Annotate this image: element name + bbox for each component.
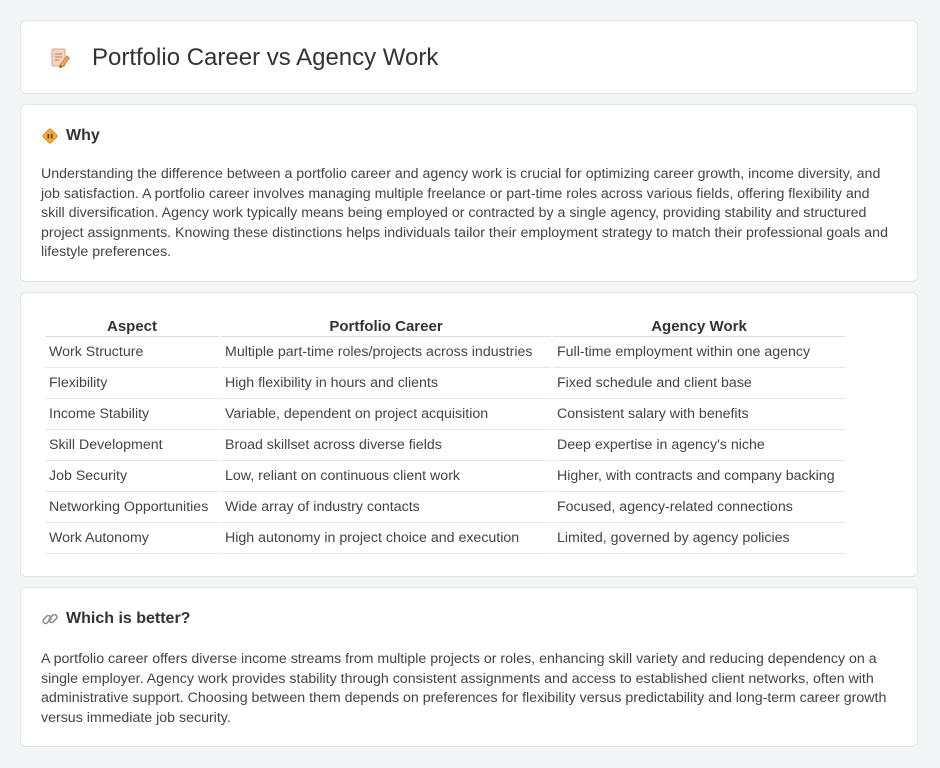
why-header	[41, 127, 100, 145]
column-header-portfolio-career: Portfolio Career	[221, 316, 551, 337]
title-card	[20, 20, 918, 94]
diamond-sign-icon	[41, 127, 59, 145]
cell-portfolio: Variable, dependent on project acquisition	[221, 399, 551, 430]
cell-portfolio: Multiple part-time roles/projects across industries	[221, 337, 551, 368]
cell-agency: Higher, with contracts and company backing	[553, 461, 845, 492]
cell-portfolio: Broad skillset across diverse fields	[221, 430, 551, 461]
column-header-agency-work: Agency Work	[553, 316, 845, 337]
cell-aspect: Income Stability	[45, 399, 219, 430]
cell-agency: Full-time employment within one agency	[553, 337, 845, 368]
table-row	[45, 523, 845, 554]
why-section	[20, 104, 918, 282]
which-is-better-section	[20, 587, 918, 747]
why-heading: Why	[66, 127, 100, 144]
cell-agency: Focused, agency-related connections	[553, 492, 845, 523]
table-row	[45, 399, 845, 430]
table-row	[45, 461, 845, 492]
document-pencil-icon	[49, 47, 71, 69]
cell-portfolio: Wide array of industry contacts	[221, 492, 551, 523]
cell-portfolio: High autonomy in project choice and execution	[221, 523, 551, 554]
cell-aspect: Job Security	[45, 461, 219, 492]
cell-aspect: Flexibility	[45, 368, 219, 399]
why-text: Understanding the difference between a portfolio career and agency work is crucial for optimizing career growth, income diversity, and job satisfaction. A portfolio career involves managing multiple freelance or part-time roles across various fields, offering flexibility and skill diversification. Agency work typically means being employed or contracted by a single agency, providing stability and structured project assignments. Knowing these distinctions helps individuals tailor their employment strategy to match their professional goals and lifestyle preferences.	[41, 166, 888, 260]
cell-agency: Fixed schedule and client base	[553, 368, 845, 399]
page-title: Portfolio Career vs Agency Work	[92, 44, 439, 71]
cell-agency: Consistent salary with benefits	[553, 399, 845, 430]
cell-portfolio: Low, reliant on continuous client work	[221, 461, 551, 492]
cell-portfolio: High flexibility in hours and clients	[221, 368, 551, 399]
comparison-section	[20, 292, 918, 577]
table-row	[45, 368, 845, 399]
column-header-aspect: Aspect	[45, 316, 219, 337]
cell-agency: Limited, governed by agency policies	[553, 523, 845, 554]
table-row	[45, 337, 845, 368]
table-row	[45, 430, 845, 461]
table-row	[45, 492, 845, 523]
cell-agency: Deep expertise in agency's niche	[553, 430, 845, 461]
cell-aspect: Work Autonomy	[45, 523, 219, 554]
table-header-row	[45, 316, 845, 337]
better-text: A portfolio career offers diverse income streams from multiple projects or roles, enhancing skill variety and reducing dependency on a single employer. Agency work provides stability through consistent assignments and access to established client networks, often with administrative support. Choosing between them depends on preferences for flexibility versus predictability and long-term career growth versus immediate job security.	[41, 651, 887, 726]
link-icon	[41, 610, 59, 628]
better-heading: Which is better?	[66, 610, 191, 627]
cell-aspect: Work Structure	[45, 337, 219, 368]
cell-aspect: Skill Development	[45, 430, 219, 461]
cell-aspect: Networking Opportunities	[45, 492, 219, 523]
better-header	[41, 610, 190, 628]
comparison-table	[43, 316, 847, 554]
